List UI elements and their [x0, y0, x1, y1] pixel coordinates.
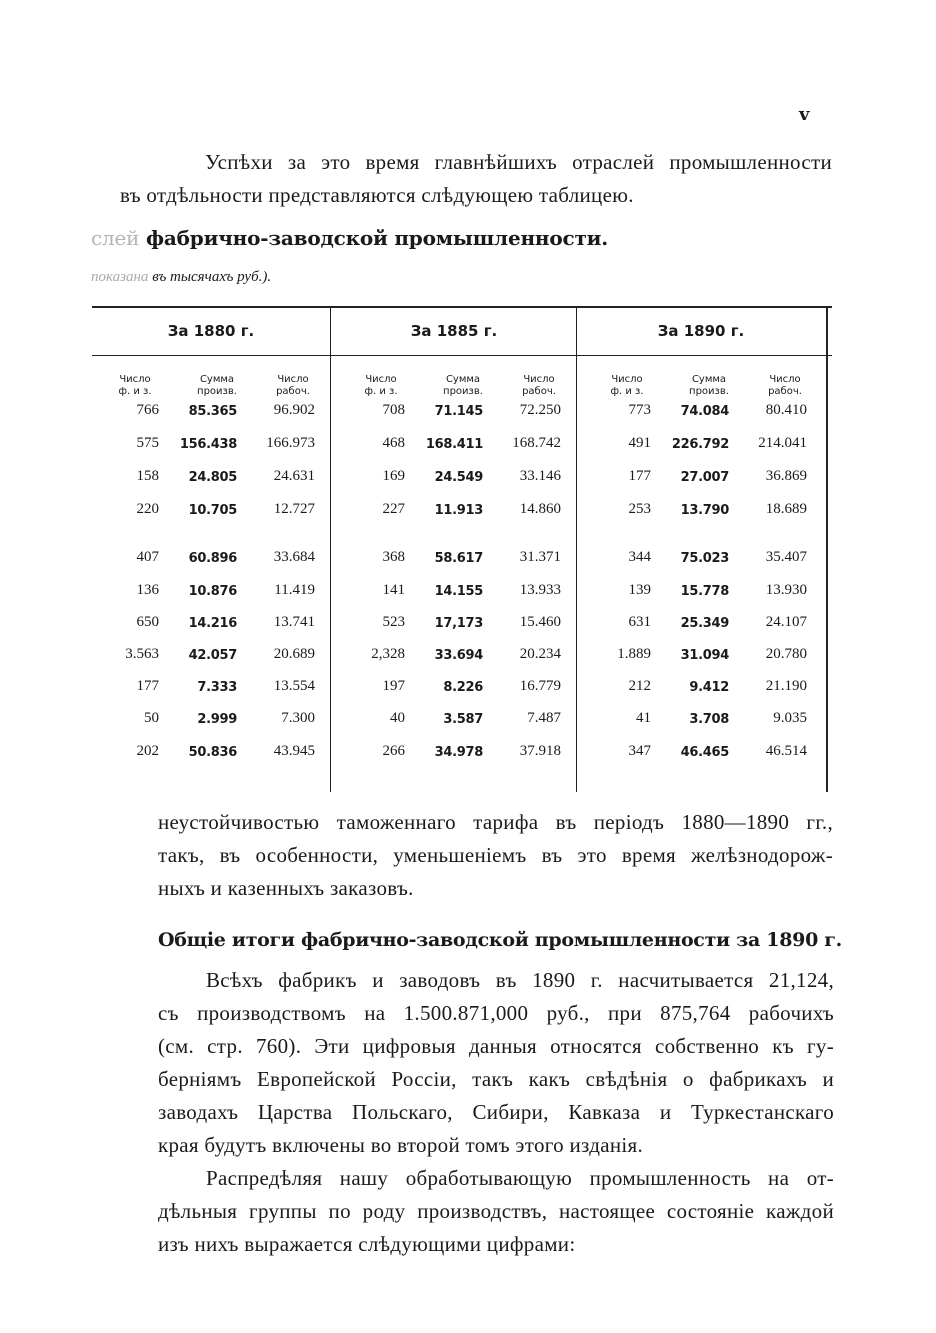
col-header-line: Сумма [445, 374, 481, 385]
table-cell-count: 347 [628, 743, 651, 759]
table-right-rule [826, 306, 828, 792]
col-header-output [674, 374, 744, 398]
col-header-line: Сумма [199, 374, 235, 385]
table-heading [91, 226, 608, 250]
table-cell-count: 40 [390, 710, 405, 726]
table-cell-workers: 80.410 [765, 402, 807, 418]
table-cell-count: 1.889 [617, 646, 651, 662]
col-header-count [592, 374, 662, 398]
distribution-line-3: изъ нихъ выражается слѣдующими цифрами: [158, 1232, 576, 1256]
col-header-line: произв. [689, 386, 729, 397]
table-cell-workers: 43.945 [273, 743, 315, 759]
table-cell-workers: 7.487 [527, 710, 561, 726]
col-header-line: ф. и з. [364, 386, 398, 397]
table-divider-1 [330, 306, 331, 792]
continuation-line-3: ныхъ и казенныхъ заказовъ. [158, 876, 414, 900]
table-cell-count: 575 [136, 435, 159, 451]
table-note [91, 269, 271, 286]
table-cell-output: 13.790 [680, 503, 729, 518]
table-cell-workers: 11.419 [274, 582, 315, 598]
col-header-line: Число [277, 374, 309, 385]
table-cell-count: 177 [136, 678, 159, 694]
table-cell-output: 168.411 [425, 437, 483, 452]
table-cell-workers: 9.035 [773, 710, 807, 726]
table-cell-count: 227 [382, 501, 405, 517]
table-cell-workers: 35.407 [765, 549, 807, 565]
table-cell-output: 42.057 [188, 648, 237, 663]
table-cell-output: 11.913 [434, 503, 483, 518]
table-cell-output: 50.836 [188, 745, 237, 760]
totals-line-4: берніямъ Европейской Россіи, такъ какъ свѣдѣнія о фабрикахъ и [158, 1067, 834, 1091]
table-cell-workers: 96.902 [273, 402, 315, 418]
table-cell-output: 71.145 [434, 404, 483, 419]
table-cell-workers: 15.460 [519, 614, 561, 630]
table-cell-output: 156.438 [179, 437, 237, 452]
table-cell-count: 491 [628, 435, 651, 451]
totals-paragraph [158, 964, 834, 1261]
table-cell-workers: 21.190 [765, 678, 807, 694]
col-header-line: Число [119, 374, 151, 385]
table-heading-main: фабрично-заводской промышленности. [146, 226, 609, 250]
table-cell-output: 27.007 [680, 470, 729, 485]
table-cell-output: 8.226 [443, 680, 483, 695]
distribution-line-2: дѣльныя группы по роду производствъ, настоящее состояніе каждой [158, 1199, 834, 1223]
col-header-line: Число [769, 374, 801, 385]
table-cell-workers: 7.300 [281, 710, 315, 726]
table-cell-workers: 20.780 [765, 646, 807, 662]
table-cell-workers: 24.107 [765, 614, 807, 630]
table-cell-count: 220 [136, 501, 159, 517]
table-cell-count: 3.563 [125, 646, 159, 662]
col-header-line: рабоч. [768, 386, 802, 397]
table-cell-workers: 33.684 [273, 549, 315, 565]
table-cell-workers: 36.869 [765, 468, 807, 484]
table-cell-output: 10.876 [188, 584, 237, 599]
distribution-line-1: Распредѣляя нашу обработывающую промышленность на от- [206, 1166, 834, 1190]
col-header-line: Число [611, 374, 643, 385]
table-cell-count: 468 [382, 435, 405, 451]
period-1890: За 1890 г. [657, 322, 745, 340]
table-cell-workers: 16.779 [519, 678, 561, 694]
col-header-line: рабоч. [522, 386, 556, 397]
table-cell-workers: 37.918 [519, 743, 561, 759]
table-cell-output: 33.694 [434, 648, 483, 663]
table-cell-workers: 13.554 [273, 678, 315, 694]
table-cell-output: 15.778 [680, 584, 729, 599]
table-cell-count: 266 [382, 743, 405, 759]
table-cell-count: 523 [382, 614, 405, 630]
table-header-rule [92, 355, 832, 356]
table-cell-count: 773 [628, 402, 651, 418]
table-cell-count: 631 [628, 614, 651, 630]
table-cell-output: 60.896 [188, 551, 237, 566]
table-cell-count: 50 [144, 710, 159, 726]
continuation-line-1: неустойчивостью таможеннаго тарифа въ періодъ 1880—1890 гг., [158, 810, 833, 834]
table-cell-output: 31.094 [680, 648, 729, 663]
col-header-workers [258, 374, 328, 398]
table-cell-workers: 20.689 [273, 646, 315, 662]
totals-line-2: съ производствомъ на 1.500.871,000 руб., при 875,764 рабочихъ [158, 1001, 834, 1025]
table-cell-workers: 12.727 [273, 501, 315, 517]
table-cell-workers: 72.250 [519, 402, 561, 418]
table-top-rule [92, 306, 832, 308]
col-header-workers [750, 374, 820, 398]
table-cell-count: 41 [636, 710, 651, 726]
col-header-line: ф. и з. [610, 386, 644, 397]
col-header-output [428, 374, 498, 398]
table-cell-output: 75.023 [680, 551, 729, 566]
table-cell-count: 212 [628, 678, 651, 694]
totals-heading: Общіе итоги фабрично-заводской промышленности за 1890 г. [158, 929, 842, 951]
table-cell-count: 708 [382, 402, 405, 418]
table-note-faded: показана [91, 269, 149, 285]
table-cell-output: 85.365 [188, 404, 237, 419]
table-cell-output: 14.216 [188, 616, 237, 631]
table-cell-output: 24.805 [188, 470, 237, 485]
table-cell-output: 58.617 [434, 551, 483, 566]
table-cell-output: 2.999 [197, 712, 237, 727]
table-cell-count: 141 [382, 582, 405, 598]
table-cell-count: 139 [628, 582, 651, 598]
table-cell-output: 226.792 [671, 437, 729, 452]
table-cell-count: 650 [136, 614, 159, 630]
col-header-line: Число [523, 374, 555, 385]
table-cell-count: 407 [136, 549, 159, 565]
table-cell-count: 158 [136, 468, 159, 484]
table-cell-count: 177 [628, 468, 651, 484]
table-cell-count: 253 [628, 501, 651, 517]
table-cell-workers: 214.041 [758, 435, 807, 451]
col-header-line: рабоч. [276, 386, 310, 397]
table-cell-output: 14.155 [434, 584, 483, 599]
table-heading-faded: слей [91, 226, 140, 250]
col-header-line: ф. и з. [118, 386, 152, 397]
table-cell-workers: 166.973 [266, 435, 315, 451]
table-cell-output: 34.978 [434, 745, 483, 760]
table-cell-count: 169 [382, 468, 405, 484]
col-header-line: произв. [443, 386, 483, 397]
page-marker: v [799, 104, 810, 125]
table-cell-output: 3.708 [689, 712, 729, 727]
table-cell-workers: 13.933 [519, 582, 561, 598]
totals-line-3: (см. стр. 760). Эти цифровыя данныя относятся собственно къ гу- [158, 1034, 834, 1058]
totals-line-5: заводахъ Царства Польскаго, Сибири, Кавказа и Туркестанскаго [158, 1100, 834, 1124]
col-header-line: Сумма [691, 374, 727, 385]
table-cell-output: 74.084 [680, 404, 729, 419]
continuation-line-2: такъ, въ особенности, уменьшеніемъ въ это время желѣзнодорож- [158, 843, 833, 867]
table-cell-output: 46.465 [680, 745, 729, 760]
table-cell-count: 344 [628, 549, 651, 565]
period-1885: За 1885 г. [410, 322, 498, 340]
table-note-main: въ тысячахъ руб.). [152, 269, 272, 285]
table-cell-workers: 168.742 [512, 435, 561, 451]
table-cell-count: 2,328 [371, 646, 405, 662]
table-cell-count: 197 [382, 678, 405, 694]
col-header-output [182, 374, 252, 398]
col-header-line: Число [365, 374, 397, 385]
col-header-count [346, 374, 416, 398]
table-cell-workers: 20.234 [519, 646, 561, 662]
continuation-paragraph [158, 806, 833, 905]
table-cell-workers: 46.514 [765, 743, 807, 759]
table-cell-output: 25.349 [680, 616, 729, 631]
table-cell-workers: 18.689 [765, 501, 807, 517]
table-cell-workers: 33.146 [519, 468, 561, 484]
table-cell-workers: 31.371 [519, 549, 561, 565]
table-cell-count: 368 [382, 549, 405, 565]
intro-line-2: въ отдѣльности представляются слѣдующею таблицею. [120, 183, 634, 207]
col-header-line: произв. [197, 386, 237, 397]
table-cell-output: 17,173 [434, 616, 483, 631]
table-cell-workers: 13.930 [765, 582, 807, 598]
table-cell-output: 9.412 [689, 680, 729, 695]
intro-line-1: Успѣхи за это время главнѣйшихъ отраслей промышленности [205, 150, 832, 174]
table-cell-count: 766 [136, 402, 159, 418]
table-cell-output: 7.333 [197, 680, 237, 695]
table-cell-output: 10.705 [188, 503, 237, 518]
table-cell-output: 24.549 [434, 470, 483, 485]
table-cell-count: 202 [136, 743, 159, 759]
production-table [92, 306, 832, 792]
table-cell-workers: 24.631 [273, 468, 315, 484]
totals-line-6: края будутъ включены во второй томъ этого изданія. [158, 1133, 644, 1157]
period-1880: За 1880 г. [167, 322, 255, 340]
intro-paragraph [120, 146, 832, 212]
table-cell-count: 136 [136, 582, 159, 598]
table-cell-workers: 13.741 [273, 614, 315, 630]
totals-line-1: Всѣхъ фабрикъ и заводовъ въ 1890 г. насчитывается 21,124, [206, 968, 834, 992]
col-header-count [100, 374, 170, 398]
col-header-workers [504, 374, 574, 398]
table-cell-workers: 14.860 [519, 501, 561, 517]
table-divider-2 [576, 306, 577, 792]
table-cell-output: 3.587 [443, 712, 483, 727]
